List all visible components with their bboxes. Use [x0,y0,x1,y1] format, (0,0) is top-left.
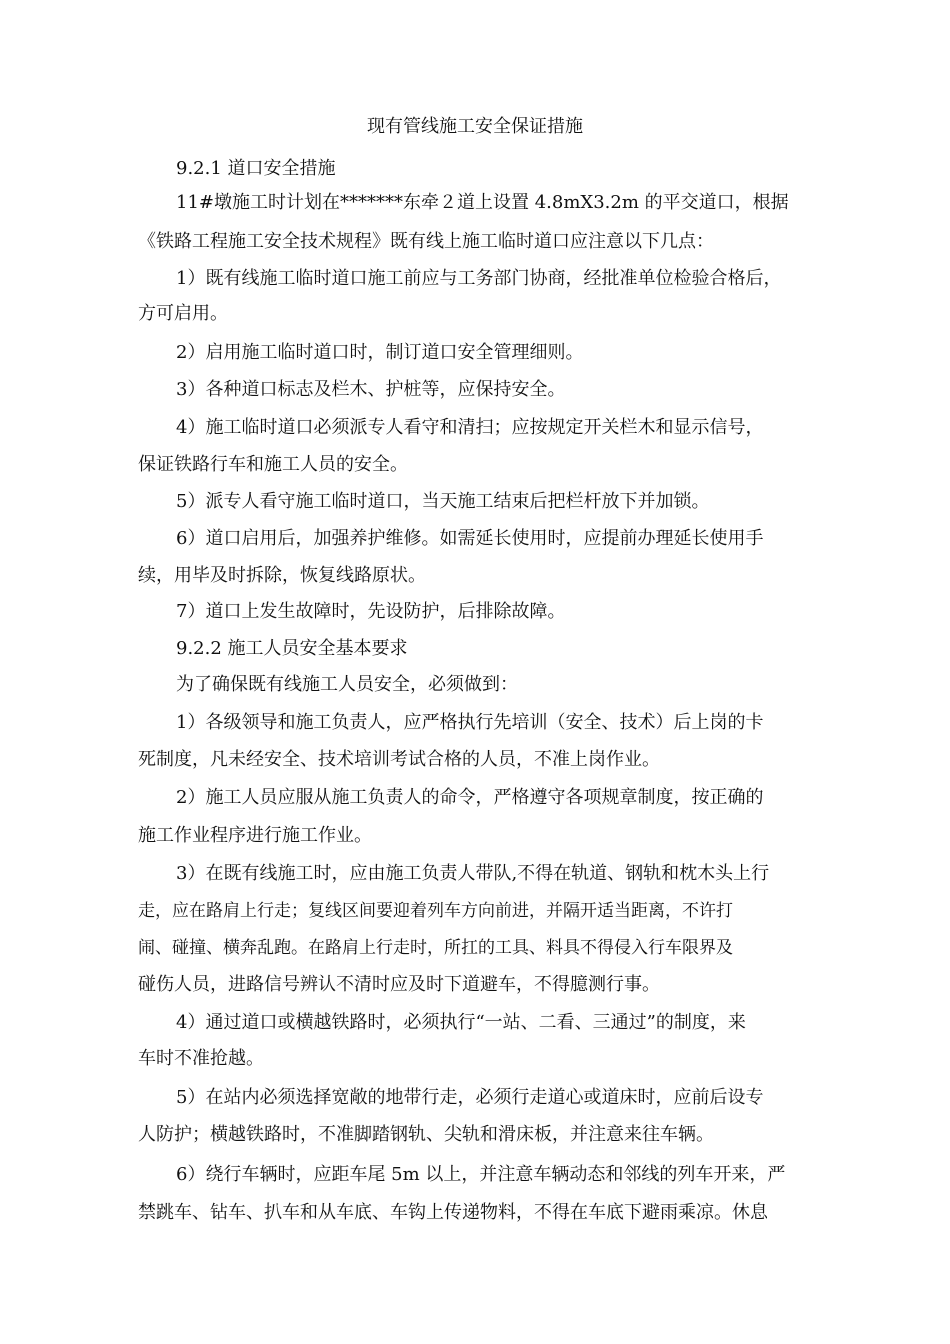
list-item-line: 2）施工人员应服从施工负责人的命令，严格遵守各项规章制度，按正确的 [176,787,764,808]
list-item-line: 车时不准抢越。 [138,1048,264,1069]
paragraph-line: 为了确保既有线施工人员安全，必须做到： [176,674,518,695]
list-item-line: 1）各级领导和施工负责人，应严格执行先培训（安全、技术）后上岗的卡 [176,712,764,733]
list-item-line: 死制度，凡未经安全、技术培训考试合格的人员，不准上岗作业。 [138,749,660,770]
list-item-line: 4）通过道口或横越铁路时，必须执行“一站、二看、三通过”的制度，来 [176,1012,746,1033]
list-item-line: 走，应在路肩上行走；复线区间要迎着列车方向前进，并隔开适当距离，不许打 [138,901,733,921]
list-item-line: 闹、碰撞、横奔乱跑。在路肩上行走时，所扛的工具、料具不得侵入行车限界及 [138,938,733,958]
list-item-line: 6）绕行车辆时，应距车尾 5m 以上，并注意车辆动态和邻线的列车开来，严 [176,1164,786,1185]
list-item-line: 续，用毕及时拆除，恢复线路原状。 [138,565,426,586]
paragraph-line: 《铁路工程施工安全技术规程》既有线上施工临时道口应注意以下几点： [138,231,714,252]
document-title: 现有管线施工安全保证措施 [367,116,583,137]
list-item-line: 5）在站内必须选择宽敞的地带行走，必须行走道心或道床时，应前后设专 [176,1087,764,1108]
list-item-line: 人防护；横越铁路时，不准脚踏钢轨、尖轨和滑床板，并注意来往车辆。 [138,1124,714,1145]
list-item-line: 6）道口启用后，加强养护维修。如需延长使用时，应提前办理延长使用手 [176,528,764,549]
paragraph-line: 11#墩施工时计划在*******东牵２道上设置 4.8mX3.2m 的平交道口，根据 [176,192,789,213]
list-item-line: 禁跳车、钻车、扒车和从车底、车钩上传递物料，不得在车底下避雨乘凉。休息 [138,1202,768,1223]
list-item-line: 5）派专人看守施工临时道口，当天施工结束后把栏杆放下并加锁。 [176,491,710,512]
section-heading-9-2-2: 9.2.2 施工人员安全基本要求 [176,638,408,659]
list-item-line: 4）施工临时道口必须派专人看守和清扫；应按规定开关栏木和显示信号， [176,417,764,438]
section-heading-9-2-1: 9.2.1 道口安全措施 [176,158,336,179]
list-item-line: 2）启用施工临时道口时，制订道口安全管理细则。 [176,342,584,363]
list-item-line: 1）既有线施工临时道口施工前应与工务部门协商，经批准单位检验合格后， [176,268,782,289]
list-item-line: 方可启用。 [138,303,228,324]
list-item-line: 碰伤人员，进路信号辨认不清时应及时下道避车，不得臆测行事。 [138,974,660,995]
list-item-line: 3）各种道口标志及栏木、护桩等，应保持安全。 [176,379,566,400]
list-item-line: 3）在既有线施工时，应由施工负责人带队,不得在轨道、钢轨和枕木头上行 [176,863,770,884]
list-item-line: 施工作业程序进行施工作业。 [138,825,372,846]
list-item-line: 7）道口上发生故障时，先设防护，后排除故障。 [176,601,566,622]
list-item-line: 保证铁路行车和施工人员的安全。 [138,454,408,475]
